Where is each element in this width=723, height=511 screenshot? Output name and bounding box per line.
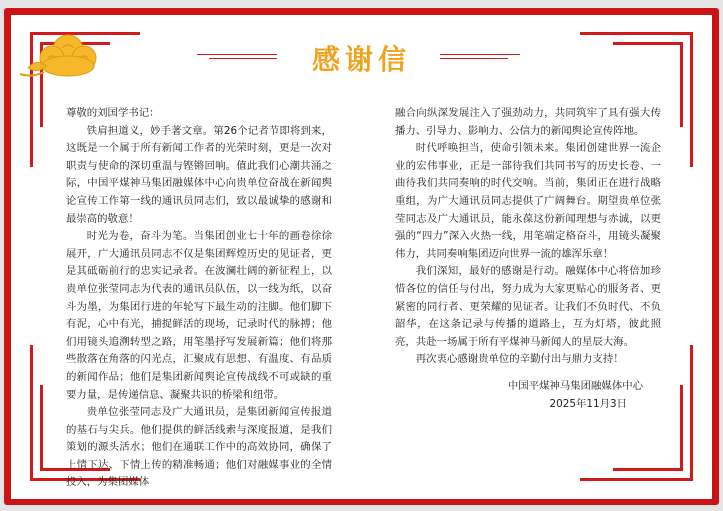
signature-date: 2025年11月3日: [549, 397, 627, 410]
letter-title: 感谢信: [311, 43, 411, 76]
body-paragraph: 铁肩担道义，妙手著文章。第26个记者节即将到来，这既是一个属于所有新闻工作者的光荣时刻，更是一次对职责与使命的深切重温与铿锵回响。值此我们心潮共涌之际，中国平煤神马集团融媒体中心向贵单位奋战在新闻舆论宣传工作第一线的通讯员同志们，致以最诚挚的感谢和最崇高的敬意！: [66, 124, 332, 225]
signature-organization: 中国平煤神马集团融媒体中心: [507, 379, 643, 392]
body-paragraph: 时光为卷，奋斗为笔。当集团创业七十年的画卷徐徐展开，广大通讯员同志不仅是集团辉煌历史的见证者，更是其砥砺前行的忠实记录者。在波澜壮阔的新征程上，以贵单位张莹同志为代表的通讯员队伍，以一线为纸，以奋斗为墨，为集团行进的年轮写下最生动的注脚。他们脚下有泥，心中有光，捕捉鲜活的现场，记录时代的脉搏；他们用镜头追溯转型之路，用笔墨抒写发展新篇；他们将那些散落在角落的闪光点，汇聚成有思想、有温度、有品质的新闻作品；他们是集团新闻舆论宣传战线不可或缺的重要力量，是传递信息、凝聚共识的桥梁和纽带。: [66, 230, 332, 401]
body-paragraph: 时代呼唤担当，使命引领未来。集团创建世界一流企业的宏伟事业，正是一部待我们共同书写的历史长卷、一曲待我们共同奏响的时代交响。当前，集团正在进行战略重组，为广大通讯员同志提供了广阔舞台。期望贵单位张莹同志及广大通讯员，能永葆这份新闻理想与赤诚，以更强的“四力”深入火热一线，用笔端定格奋斗，用镜头凝聚伟力，共同奏响集团迈向世界一流的雄浑乐章！: [395, 142, 661, 260]
salutation: 尊敬的刘国学书记：: [66, 107, 160, 119]
letter-body-left-column: [66, 105, 332, 492]
body-paragraph: 我们深知，最好的感谢是行动。融媒体中心将倍加珍惜各位的信任与付出，努力成为大家更贴心的服务者、更紧密的同行者、更荣耀的见证者。让我们不负时代、不负韶华，在这条记录与传播的道路上，互为灯塔，彼此照亮，共赴一场属于所有平煤神马新闻人的星辰大海。: [395, 265, 661, 348]
closing-thanks: 再次衷心感谢贵单位的辛勤付出与鼎力支持！: [415, 353, 624, 366]
letter-body-right-column: [395, 105, 661, 413]
body-paragraph: 贵单位张莹同志及广大通讯员，是集团新闻宣传报道的基石与尖兵。他们提供的鲜活线索与深度报道，是我们策划的源头活水；他们在通联工作中的高效协同，确保了上情下达、下情上传的精准畅通；他们对融媒事业的全情投入，为集团媒体: [66, 406, 332, 489]
body-paragraph-continued: 融合向纵深发展注入了强劲动力，共同筑牢了具有强大传播力、引导力、影响力、公信力的新闻舆论宣传阵地。: [395, 107, 661, 137]
